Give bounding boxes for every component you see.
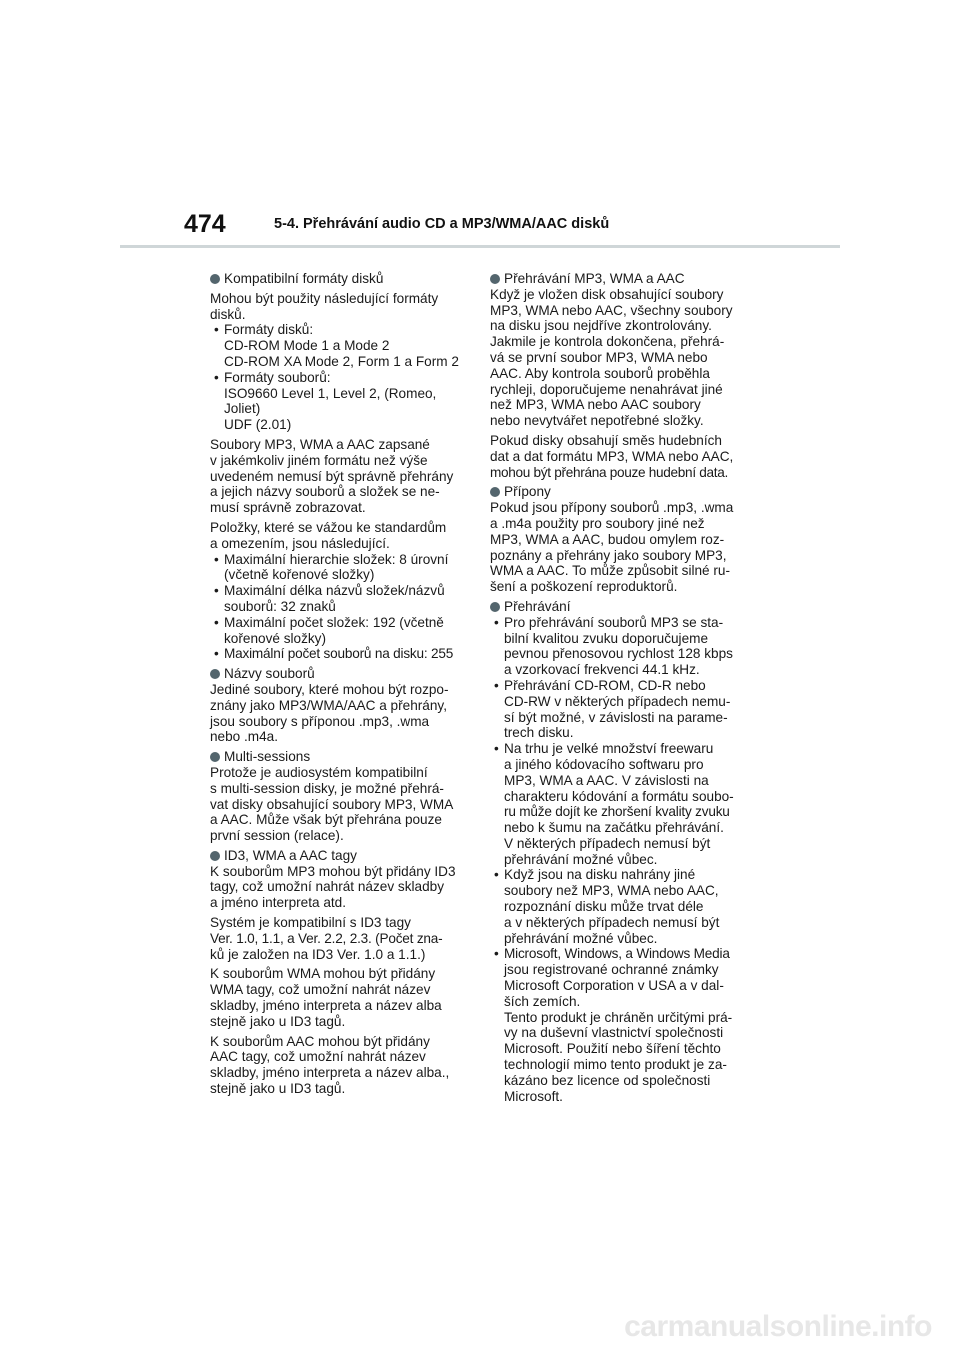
section-multisession: Multi-sessions Protože je audiosystém kompatibilní s multi-session disky, je možné přehrá- vat disky obsahující soubory MP3, WMA a AAC. Může však být přehrána pouze první session (relace).: [210, 749, 480, 844]
paragraph: K souborům WMA mohou být přidány WMA tagy, což umožní nahrát název skladby, jméno interpreta a název alba stejně jako u ID3 tagů.: [210, 966, 442, 1029]
list-item: • Formáty disků:: [210, 322, 480, 338]
section-heading: Názvy souborů: [210, 666, 480, 682]
site-watermark: carmanualsonline.info: [624, 1310, 932, 1343]
bullet-dot-icon: [490, 274, 500, 284]
header-divider: [120, 245, 840, 248]
bullet-dot-icon: [490, 602, 500, 612]
right-column: [490, 271, 760, 1108]
list-item: • Když jsou na disku nahrány jiné: [490, 867, 760, 883]
section-heading: Kompatibilní formáty disků: [210, 271, 480, 287]
formats-note: Soubory MP3, WMA a AAC zapsané v jakémkoliv jiném formátu než výše uvedeném nemusí být správně přehrány a jejich názvy souborů a složek se ne- musí správně zobrazovat.: [210, 436, 454, 516]
list-item: • Pro přehrávání souborů MP3 se sta-: [490, 615, 760, 631]
paragraph: Pokud disky obsahují směs hudebních dat a dat formátu MP3, WMA nebo AAC, mohou být přehrána pouze hudební data.: [490, 432, 734, 480]
section-tags: [210, 848, 480, 1097]
section-file-names: Názvy souborů Jediné soubory, které mohou být rozpo- znány jako MP3/WMA/AAC a přehrány, jsou soubory s příponou .mp3, .wma nebo .m4a.: [210, 666, 480, 745]
section-heading: Přehrávání MP3, WMA a AAC: [490, 271, 760, 287]
bullet-dot-icon: [210, 752, 220, 762]
bullet-dot-icon: [210, 669, 220, 679]
list-item: • Maximální počet složek: 192 (včetně: [210, 615, 480, 631]
paragraph: K souborům MP3 mohou být přidány ID3 tagy, což umožní nahrát název skladby a jméno interpreta atd.: [210, 863, 456, 911]
section-playback-mp3: [490, 271, 760, 480]
paragraph: Když je vložen disk obsahující soubory MP3, WMA nebo AAC, všechny soubory na disku jsou nejdříve zkontrolovány. Jakmile je kontrola dokončena, přehrá- vá se první soubor MP3, WMA nebo AAC. Aby kontrola souborů proběhla rychleji, doporučujeme nenahrávat jiné než MP3, WMA nebo AAC soubory nebo nevytvářet nepotřebné složky.: [490, 286, 733, 429]
list-item: • Maximální počet souborů na disku: 255: [210, 646, 480, 662]
section-playback: Přehrávání • Pro přehrávání souborů MP3 se sta- bilní kvalitou zvuku doporučujeme pevnou přenosovou rychlost 128 kbps a vzorkovací frekvenci 44.1 kHz. • Přehrávání CD-ROM, CD-R nebo CD-RW v některých případech nemu- sí být možné, v závislosti na parame- trech disku. • Na trhu je velké množství freewaru a jiného kódovacího softwaru pro MP3, WMA a AAC. V závislosti na charakteru kódování a formátu soubo- ru může dojít ke zhoršení kvality zvuku nebo k šumu na začátku přehrávání. V některých případech nemusí být přehrávání možné vůbec. • Když jsou na disku nahrány jiné soubory než MP3, WMA nebo AAC, rozpoznání disku může trvat déle a v některých případech nemusí být přehrávání možné vůbec. • Microsoft, Windows, a Windows Media jsou registrované ochranné známky Microsoft Corporation v USA a v dal- ších zemích. Tento produkt je chráněn určitými prá- vy na duševní vlastnictví společnosti Microsoft. Použití nebo šíření těchto technologií mimo tento produkt je za- kázáno bez licence od společnosti Microsoft.: [490, 599, 760, 1105]
section-heading: Přípony: [490, 484, 760, 500]
list-item: • Formáty souborů:: [210, 370, 480, 386]
section-compatible-formats: [210, 271, 480, 287]
formats-intro: Mohou být použity následující formáty disků. • Formáty disků: CD-ROM Mode 1 a Mode 2 CD-ROM XA Mode 2, Form 1 a Form 2 • Formáty souborů: ISO9660 Level 1, Level 2, (Romeo, Joliet) UDF (2.01): [210, 291, 480, 433]
list-item: • Maximální hierarchie složek: 8 úrovní: [210, 552, 480, 568]
paragraph: Systém je kompatibilní s ID3 tagy Ver. 1.0, 1.1, a Ver. 2.2, 2.3. (Počet zna- ků je založen na ID3 Ver. 1.0 a 1.1.): [210, 915, 443, 962]
section-extensions: Přípony Pokud jsou přípony souborů .mp3, .wma a .m4a použity pro soubory jiné než MP3, WMA a AAC, budou omylem roz- poznány a přehrány jako soubory MP3, WMA a AAC. To může způsobit silné ru- šení a poškození reproduktorů.: [490, 484, 760, 595]
page-number: 474: [184, 210, 226, 238]
list-item: • Microsoft, Windows, a Windows Media: [490, 946, 760, 962]
list-item: • Přehrávání CD-ROM, CD-R nebo: [490, 678, 760, 694]
section-heading: Multi-sessions: [210, 749, 480, 765]
bullet-dot-icon: [210, 851, 220, 861]
bullet-dot-icon: [210, 274, 220, 284]
section-heading: Přehrávání: [490, 599, 760, 615]
formats-limits: Položky, které se vážou ke standardům a omezením, jsou následující. • Maximální hierarchie složek: 8 úrovní (včetně kořenové složky) • Maximální délka názvů složek/názvů souborů: 32 znaků • Maximální počet složek: 192 (včetně kořenové složky) • Maximální počet souborů na disku: 255: [210, 520, 480, 662]
section-heading: ID3, WMA a AAC tagy: [210, 848, 480, 864]
left-column: [210, 271, 480, 1101]
section-title: 5-4. Přehrávání audio CD a MP3/WMA/AAC disků: [274, 216, 610, 232]
paragraph: K souborům AAC mohou být přidány AAC tagy, což umožní nahrát název skladby, jméno interpreta a název alba., stejně jako u ID3 tagů.: [210, 1033, 450, 1097]
bullet-dot-icon: [490, 487, 500, 497]
list-item: • Na trhu je velké množství freewaru: [490, 741, 760, 757]
list-item: • Maximální délka názvů složek/názvů: [210, 583, 480, 599]
